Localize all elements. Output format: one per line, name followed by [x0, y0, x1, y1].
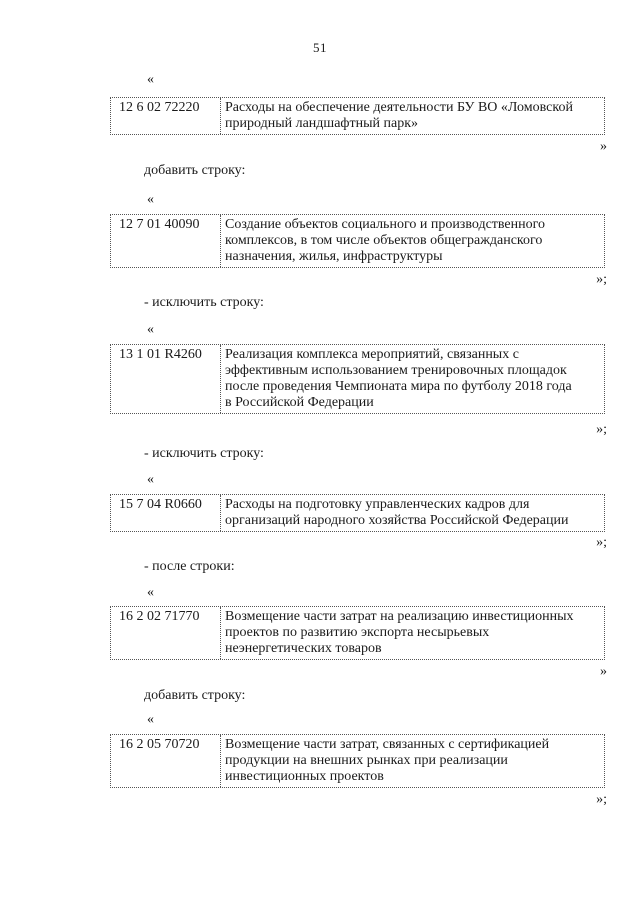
description-line: продукции на внешних рынках при реализации [225, 753, 508, 768]
budget-code-row [110, 734, 605, 788]
page-number: 51 [313, 40, 327, 55]
instruction-text: - исключить строку: [144, 295, 264, 310]
description-line: в Российской Федерации [225, 395, 374, 410]
description-line: проектов по развитию экспорта несырьевых [225, 625, 490, 640]
budget-code-row [110, 214, 605, 268]
budget-code-row [110, 494, 605, 532]
description-line: Возмещение части затрат, связанных с сертификацией [225, 737, 550, 752]
budget-code: 12 7 01 40090 [111, 215, 221, 267]
budget-code: 12 6 02 72220 [111, 98, 221, 134]
description-line: организаций народного хозяйства Российской Федерации [225, 513, 569, 528]
budget-code-row [110, 344, 605, 414]
closing-quote: »; [596, 272, 607, 287]
opening-quote: « [147, 322, 154, 337]
description-line: назначения, жилья, инфраструктуры [225, 249, 443, 264]
budget-code-row [110, 97, 605, 135]
budget-description [221, 735, 604, 787]
description-line: неэнергетических товаров [225, 641, 382, 656]
description-line: Возмещение части затрат на реализацию инвестиционных [225, 609, 574, 624]
budget-code: 16 2 02 71770 [111, 607, 221, 659]
closing-quote: » [600, 664, 607, 679]
opening-quote: « [147, 472, 154, 487]
description-line: природный ландшафтный парк» [225, 116, 418, 131]
budget-code: 13 1 01 R4260 [111, 345, 221, 413]
description-line: инвестиционных проектов [225, 769, 384, 784]
budget-description [221, 495, 604, 531]
description-line: комплексов, в том числе объектов общегражданского [225, 233, 543, 248]
description-line: Реализация комплекса мероприятий, связанных с [225, 347, 519, 362]
budget-description [221, 215, 604, 267]
budget-code: 15 7 04 R0660 [111, 495, 221, 531]
instruction-text: - после строки: [144, 559, 235, 574]
description-line: после проведения Чемпионата мира по футболу 2018 года [225, 379, 572, 394]
description-line: Создание объектов социального и производственного [225, 217, 546, 232]
opening-quote: « [147, 585, 154, 600]
budget-description [221, 98, 604, 134]
closing-quote: »; [596, 792, 607, 807]
opening-quote: « [147, 192, 154, 207]
closing-quote: »; [596, 535, 607, 550]
opening-quote: « [147, 72, 154, 87]
opening-quote: « [147, 712, 154, 727]
budget-code: 16 2 05 70720 [111, 735, 221, 787]
description-line: Расходы на обеспечение деятельности БУ ВО «Ломовской [225, 100, 573, 115]
instruction-text: добавить строку: [144, 688, 246, 703]
closing-quote: »; [596, 422, 607, 437]
description-line: Расходы на подготовку управленческих кадров для [225, 497, 530, 512]
budget-code-row [110, 606, 605, 660]
description-line: эффективным использованием тренировочных площадок [225, 363, 567, 378]
instruction-text: - исключить строку: [144, 446, 264, 461]
closing-quote: » [600, 139, 607, 154]
budget-description [221, 607, 604, 659]
budget-description [221, 345, 604, 413]
instruction-text: добавить строку: [144, 163, 246, 178]
